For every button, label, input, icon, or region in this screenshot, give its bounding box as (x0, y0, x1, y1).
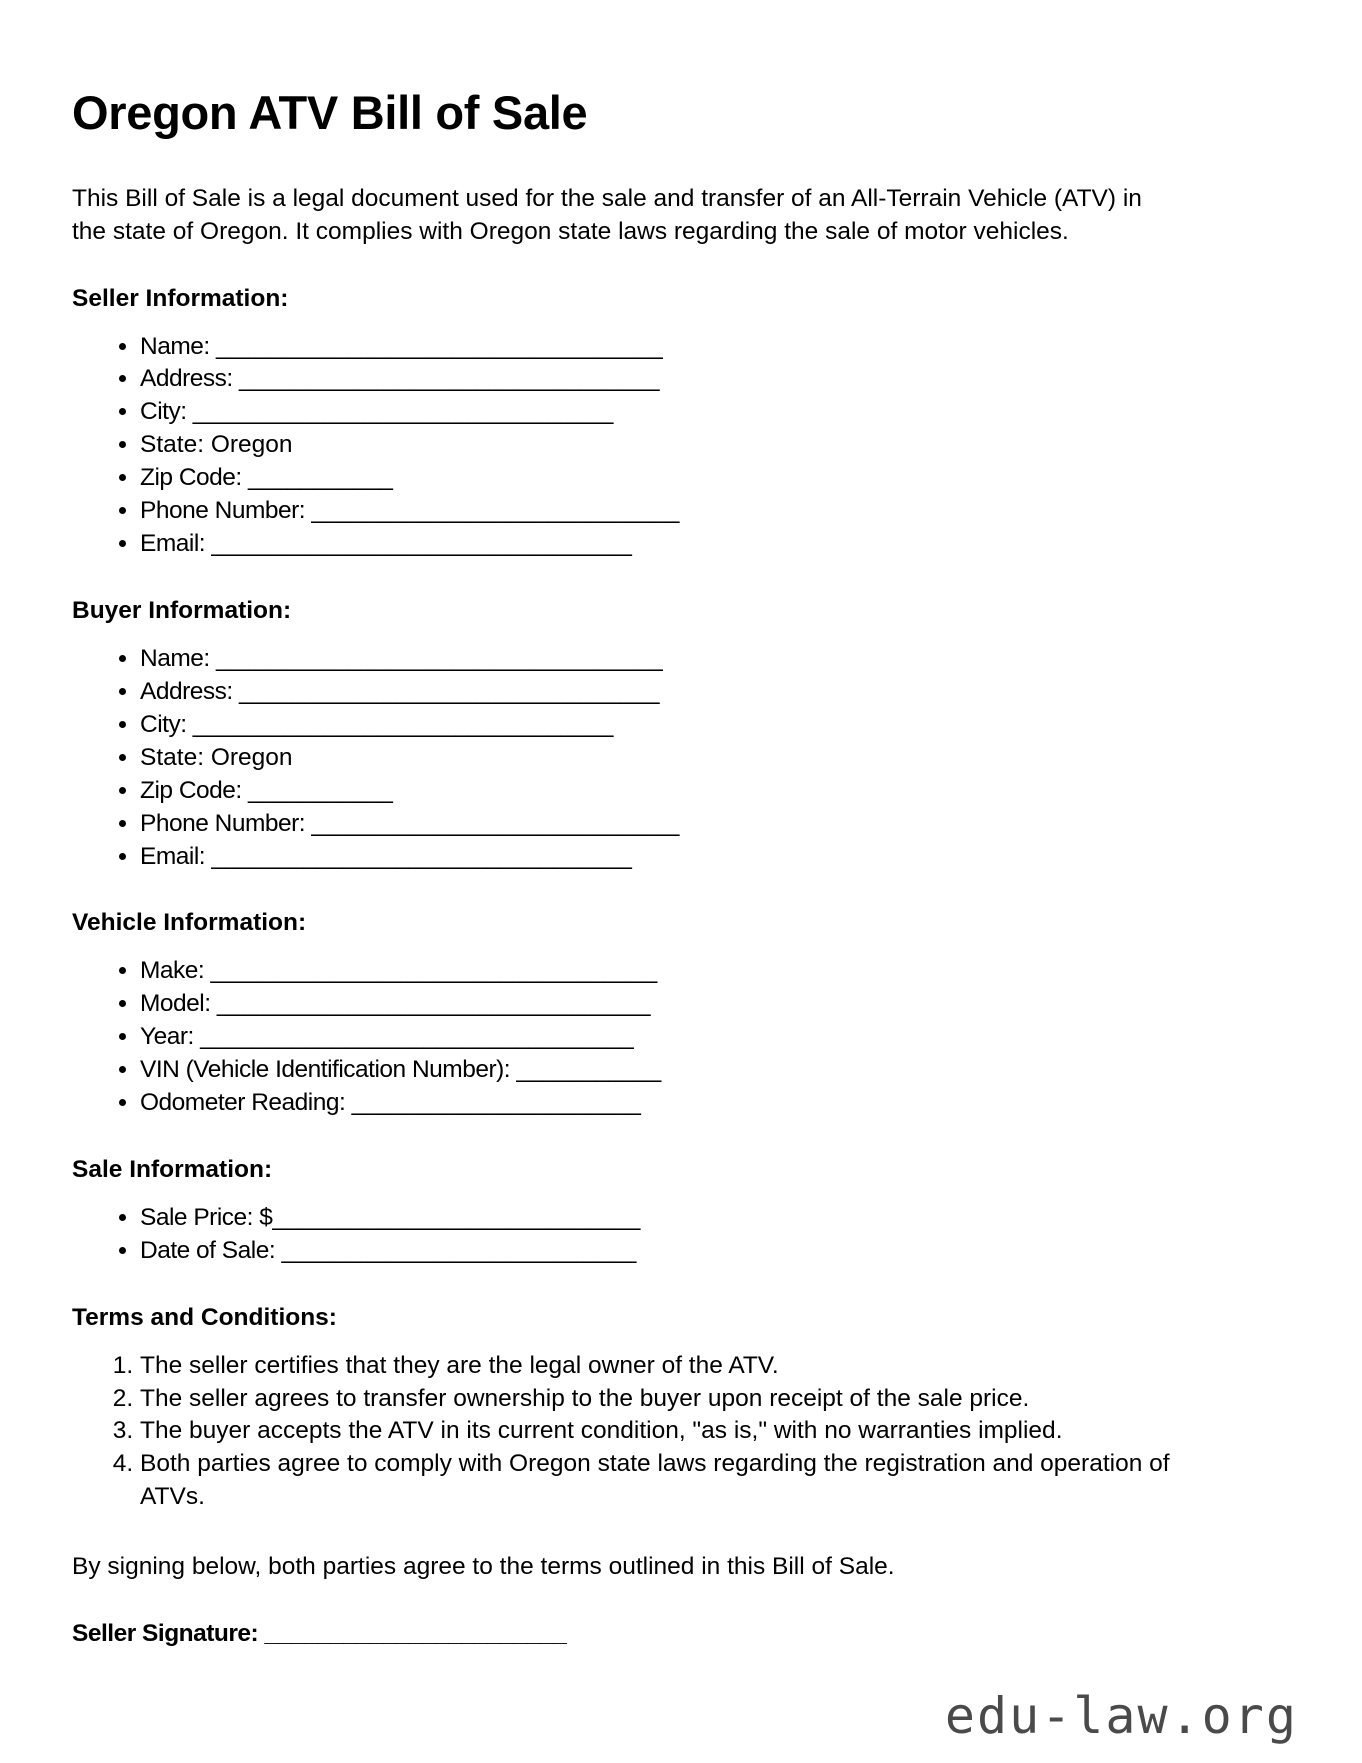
sale-field-date-of-sale: • Date of Sale: ___________________________ (140, 1235, 1290, 1268)
seller-field-state: • State: Oregon (140, 429, 1290, 462)
terms-list-item: 4. Both parties agree to comply with Oregon state laws regarding the registration and operation of ATVs. (140, 1448, 1170, 1514)
terms-list (72, 1350, 1290, 1515)
vehicle-field-model: • Model: _________________________________ (140, 988, 1290, 1021)
page-title: Oregon ATV Bill of Sale (72, 86, 588, 139)
buyer-information-heading: Buyer Information: (72, 597, 292, 625)
seller-field-city: • City: ________________________________ (140, 396, 1290, 429)
buyer-field-list (72, 643, 1290, 874)
vehicle-field-odometer-reading: • Odometer Reading: ______________________ (140, 1087, 1290, 1120)
vehicle-field-list (72, 955, 1290, 1120)
seller-field-email: • Email: ________________________________ (140, 528, 1290, 561)
terms-and-conditions-heading: Terms and Conditions: (72, 1303, 337, 1331)
terms-list-item: 2. The seller agrees to transfer ownership to the buyer upon receipt of the sale price. (140, 1383, 1170, 1416)
vehicle-information-heading: Vehicle Information: (72, 909, 307, 937)
closing-paragraph: By signing below, both parties agree to the terms outlined in this Bill of Sale. (72, 1553, 895, 1581)
seller-field-phone-number: • Phone Number: ____________________________ (140, 495, 1290, 528)
seller-signature-line: Seller Signature: _______________________ (72, 1619, 567, 1647)
buyer-field-email: • Email: ________________________________ (140, 841, 1290, 874)
buyer-field-address: • Address: ________________________________ (140, 676, 1290, 709)
watermark-edu-law: edu-law.org (944, 1687, 1298, 1745)
sale-information-heading: Sale Information: (72, 1156, 273, 1184)
buyer-field-name: • Name: __________________________________ (140, 643, 1290, 676)
buyer-field-state: • State: Oregon (140, 742, 1290, 775)
terms-list-item: 3. The buyer accepts the ATV in its current condition, "as is," with no warranties implied. (140, 1415, 1170, 1448)
seller-field-zip-code: • Zip Code: ___________ (140, 462, 1290, 495)
seller-field-list (72, 331, 1290, 562)
vehicle-field-make: • Make: __________________________________ (140, 955, 1290, 988)
buyer-field-phone-number: • Phone Number: ____________________________ (140, 808, 1290, 841)
buyer-field-zip-code: • Zip Code: ___________ (140, 775, 1290, 808)
terms-list-item: 1. The seller certifies that they are the legal owner of the ATV. (140, 1350, 1170, 1383)
seller-field-name: • Name: __________________________________ (140, 331, 1290, 364)
seller-information-heading: Seller Information: (72, 284, 289, 312)
intro-paragraph: This Bill of Sale is a legal document used for the sale and transfer of an All-Terrain Vehicle (ATV) in the state of Oregon. It complies with Oregon state laws regarding the sale of motor vehicles. (72, 185, 1142, 246)
sale-field-sale-price: • Sale Price: $____________________________ (140, 1202, 1290, 1235)
vehicle-field-vin: • VIN (Vehicle Identification Number): ___________ (140, 1054, 1290, 1087)
seller-field-address: • Address: ________________________________ (140, 363, 1290, 396)
sale-field-list (72, 1202, 1290, 1268)
vehicle-field-year: • Year: _________________________________ (140, 1021, 1290, 1054)
buyer-field-city: • City: ________________________________ (140, 709, 1290, 742)
